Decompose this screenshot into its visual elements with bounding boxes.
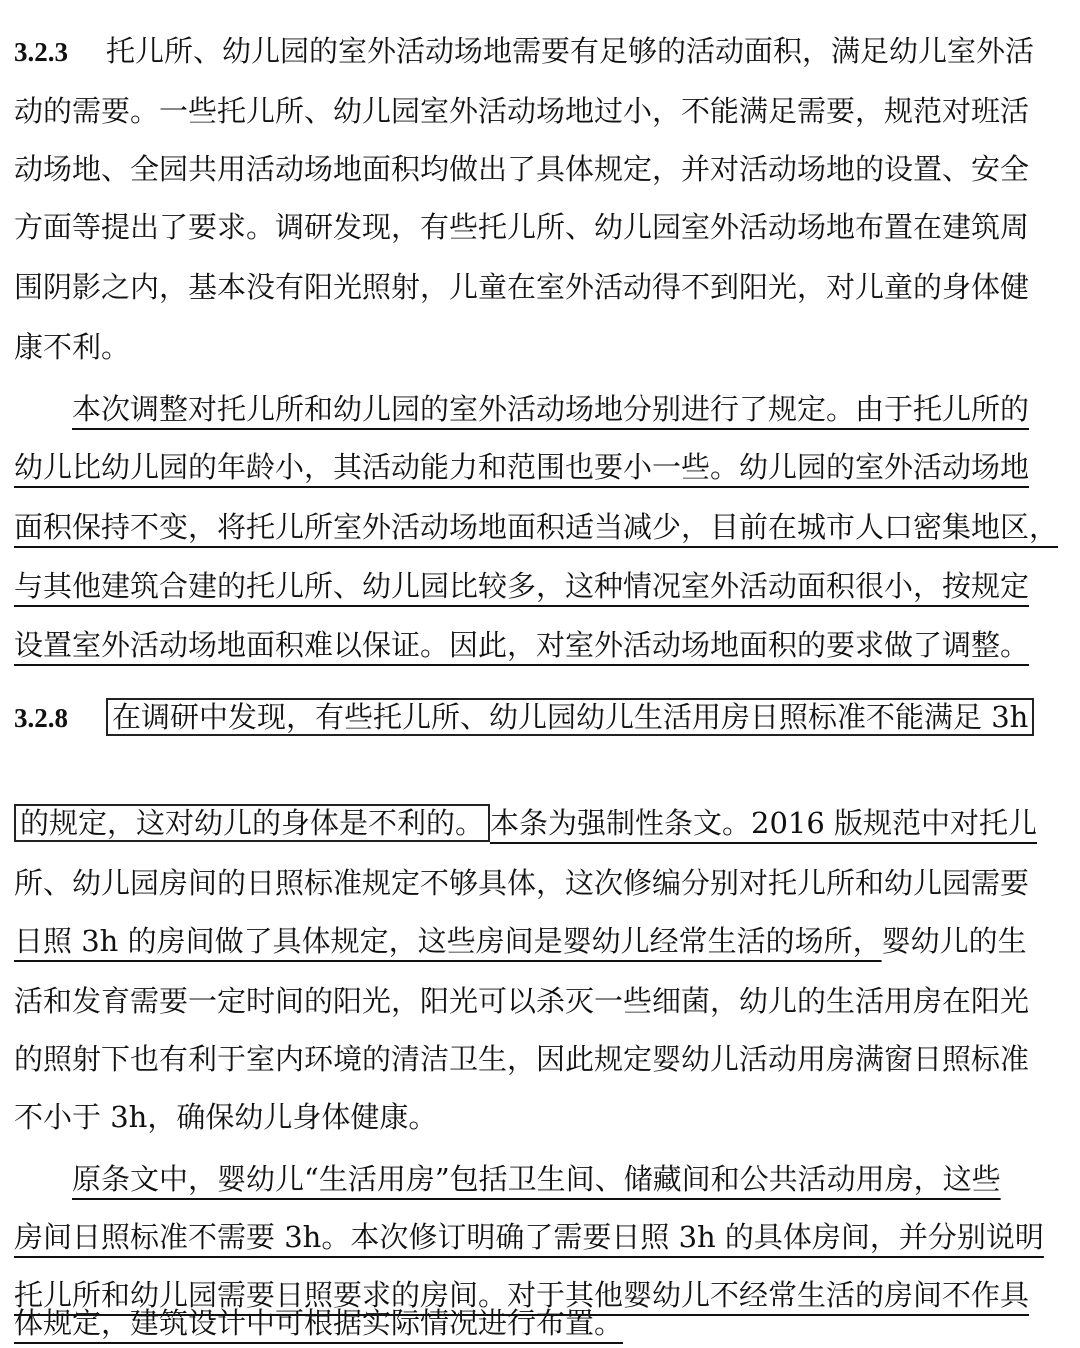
text-line: 动场地、全园共用活动场地面积均做出了具体规定，并对活动场地的设置、安全 [14, 152, 1030, 186]
text-line: 所、幼儿园房间的日照标准规定不够具体，这次修编分别对托儿所和幼儿园需要 [14, 866, 1030, 900]
section-number: 3.2.3 [14, 37, 68, 67]
text-line [14, 1158, 1001, 1200]
text-line [14, 506, 1058, 548]
text-line [14, 388, 1029, 430]
underlined-text: 设置室外活动场地面积难以保证。因此，对室外活动场地面积的要求做了调整。 [14, 628, 1030, 662]
underlined-text: 本条为强制性条文。2016 版规范中对托儿 [490, 806, 1038, 840]
text-line: 的照射下也有利于室内环境的清洁卫生，因此规定婴幼儿活动用房满窗日照标准 [14, 1042, 1030, 1076]
boxed-text: 的规定，这对幼儿的身体是不利的。 [14, 804, 490, 842]
underlined-text: 原条文中，婴幼儿“生活用房”包括卫生间、储藏间和公共活动用房，这些 [72, 1162, 1001, 1196]
text-line [14, 446, 1029, 488]
text-line [14, 624, 1029, 666]
paragraph-text: 婴幼儿的生 [881, 924, 1027, 958]
underlined-text: 本次调整对托儿所和幼儿园的室外活动场地分别进行了规定。由于托儿所的 [72, 392, 1030, 426]
underlined-text: 与其他建筑合建的托儿所、幼儿园比较多，这种情况室外活动面积很小，按规定 [14, 569, 1030, 603]
text-line [14, 1302, 623, 1344]
text-line [14, 920, 1027, 962]
underlined-text: 幼儿比幼儿园的年龄小，其活动能力和范围也要小一些。幼儿园的室外活动场地 [14, 450, 1030, 484]
text-line [14, 802, 1037, 844]
underlined-text: 房间日照标准不需要 3h。本次修订明确了需要日照 3h 的具体房间，并分别说明 [14, 1220, 1044, 1254]
boxed-text: 在调研中发现，有些托儿所、幼儿园幼儿生活用房日照标准不能满足 3h [106, 698, 1034, 736]
text-line [14, 30, 1034, 72]
text-line [14, 1216, 1044, 1258]
text-line [14, 696, 1034, 738]
text-line: 康不利。 [14, 330, 131, 364]
text-line: 围阴影之内，基本没有阳光照射，儿童在室外活动得不到阳光，对儿童的身体健 [14, 270, 1030, 304]
text-line: 方面等提出了要求。调研发现，有些托儿所、幼儿园室外活动场地布置在建筑周 [14, 210, 1030, 244]
section-number: 3.2.8 [14, 703, 68, 733]
text-line [14, 565, 1029, 607]
text-line: 不小于 3h，确保幼儿身体健康。 [14, 1100, 438, 1134]
underlined-text: 体规定，建筑设计中可根据实际情况进行布置。 [14, 1306, 624, 1340]
underlined-text: 日照 3h 的房间做了具体规定，这些房间是婴幼儿经常生活的场所， [14, 924, 882, 958]
text-line: 活和发育需要一定时间的阳光，阳光可以杀灭一些细菌，幼儿的生活用房在阳光 [14, 984, 1030, 1018]
underlined-text: 托儿所和幼儿园需要日照要求的房间。对于其他婴幼儿不经常生活的房间不作具 [14, 1278, 1030, 1312]
paragraph-text: 托儿所、幼儿园的室外活动场地需要有足够的活动面积，满足幼儿室外活 [106, 34, 1035, 68]
underlined-text: 面积保持不变，将托儿所室外活动场地面积适当减少，目前在城市人口密集地区， [14, 510, 1059, 544]
text-line: 动的需要。一些托儿所、幼儿园室外活动场地过小，不能满足需要，规范对班活 [14, 94, 1030, 128]
